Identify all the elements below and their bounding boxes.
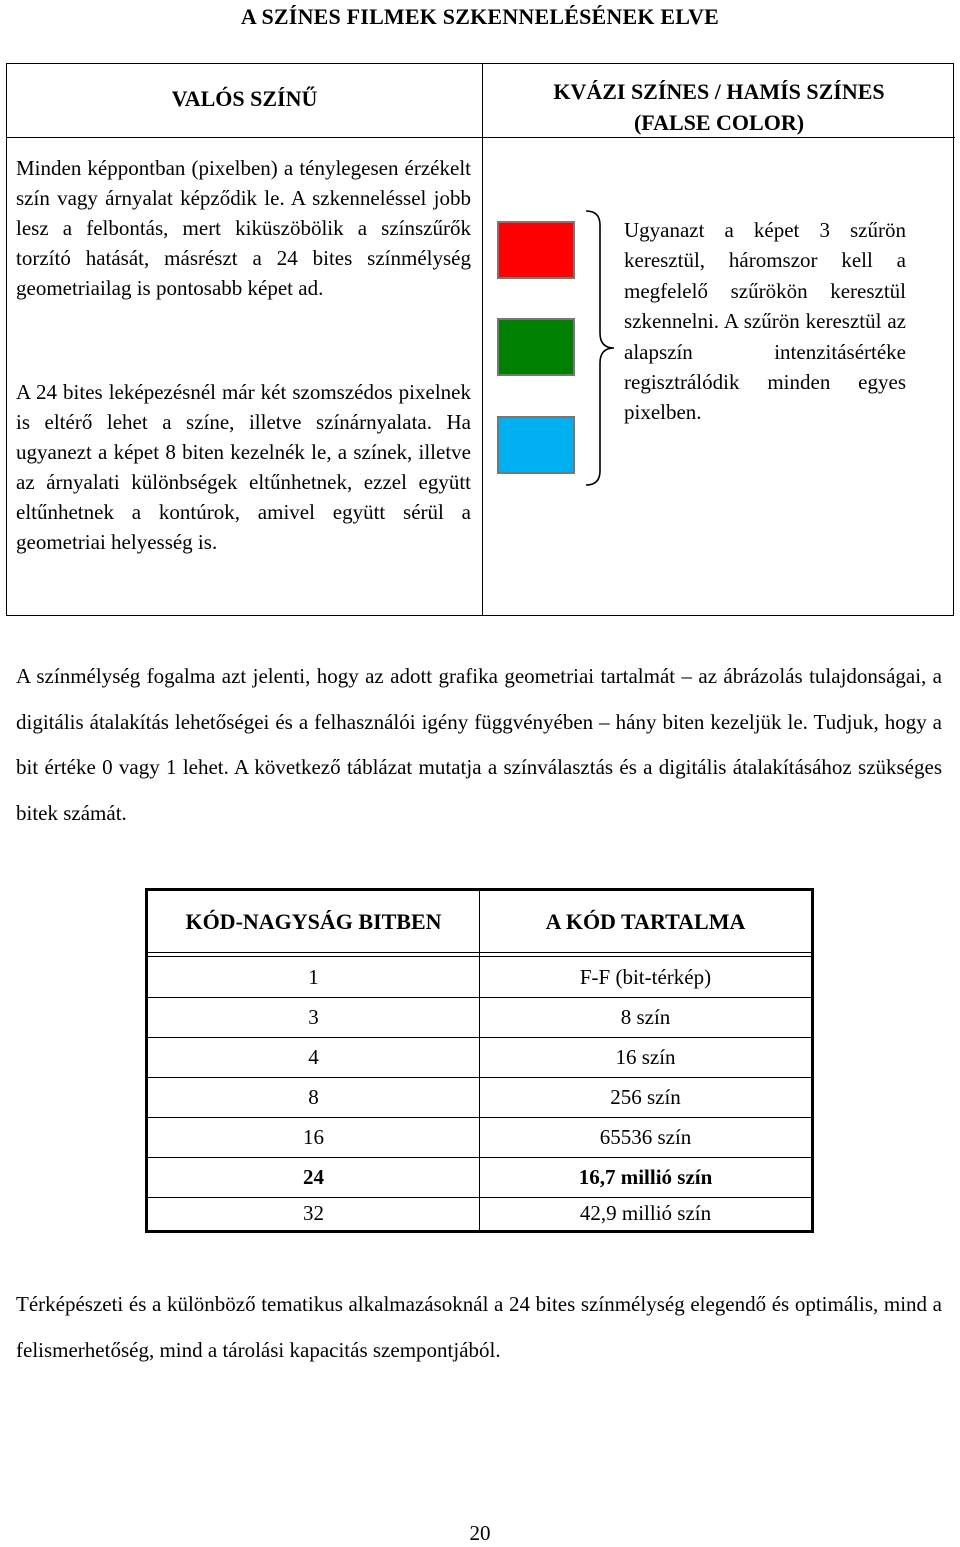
true-color-paragraph-2: A 24 bites leképezésnél már két szomszédos pixelnek is eltérő lehet a színe, illetve színárnyalata. Ha ugyanezt a képet 8 biten kezelnék le, a színek, illetve az árnyalati különbségek eltűnhetnek, ezzel együtt eltűnhetnek a kontúrok, amivel együtt sérül a geometriai helyesség is. — [16, 380, 471, 554]
header-divider-left — [7, 137, 482, 138]
table-cell-bits: 8 — [308, 1085, 319, 1109]
true-color-paragraph-1: Minden képpontban (pixelben) a ténylegesen érzékelt szín vagy árnyalat képződik le. A szkenneléssel jobb lesz a felbontás, mert kiküszöbölik a színszűrők torzító hatását, másrészt a 24 bites színmélység geometriailag is pontosabb képet ad. — [16, 156, 471, 300]
table-cell-bits: 16 — [303, 1125, 324, 1149]
blue-filter-swatch — [497, 416, 575, 474]
table-cell-content-highlighted: 16,7 millió szín — [578, 1165, 713, 1189]
table-header-bits: KÓD-NAGYSÁG BITBEN — [185, 909, 442, 934]
curly-brace-icon — [582, 209, 618, 487]
color-scanning-comparison-box — [6, 63, 954, 616]
table-cell-bits: 4 — [308, 1045, 319, 1069]
table-cell-content: 8 szín — [620, 1005, 671, 1029]
table-cell-content: 65536 szín — [599, 1125, 692, 1149]
green-filter-swatch — [497, 318, 575, 376]
table-cell-bits: 32 — [303, 1201, 324, 1225]
table-header-content: A KÓD TARTALMA — [545, 909, 746, 934]
false-color-paragraph: Ugyanazt a képet 3 szűrön keresztül, háromszor kell a megfelelő szűrökön keresztül szkennelni. A szűrön keresztül az alapszín intenzitásértéke regisztrálódik minden egyes pixelben. — [624, 218, 906, 425]
bit-depth-table — [145, 888, 814, 1233]
table-cell-content: 42,9 millió szín — [579, 1201, 712, 1225]
false-color-heading — [483, 76, 955, 138]
page-title: A SZÍNES FILMEK SZKENNELÉSÉNEK ELVE — [240, 4, 720, 29]
conclusion-paragraph: Térképészeti és a különböző tematikus alkalmazásoknál a 24 bites színmélység elegendő és optimális, mind a felismerhetőség, mind a tárolási kapacitás szempontjából. — [16, 1292, 942, 1362]
table-cell-bits-highlighted: 24 — [303, 1165, 324, 1189]
table-header-rule — [148, 952, 811, 953]
column-divider — [482, 64, 483, 615]
table-cell-content: F-F (bit-térkép) — [579, 965, 712, 989]
table-cell-content: 16 szín — [615, 1045, 676, 1069]
table-cell-bits: 1 — [308, 965, 319, 989]
color-depth-paragraph: A színmélység fogalma azt jelenti, hogy az adott grafika geometriai tartalmát – az ábrázolás tulajdonságai, a digitális átalakítás lehetőségei és a felhasználói igény függvényében – hány biten kezeljük le. Tudjuk, hogy a bit értéke 0 vagy 1 lehet. A következő táblázat mutatja a színválasztás és a digitális átalakításához szükséges bitek számát. — [16, 664, 942, 825]
true-color-heading: VALÓS SZÍNŰ — [171, 86, 318, 111]
table-cell-content: 256 szín — [610, 1085, 681, 1109]
false-color-heading-line1: KVÁZI SZÍNES / HAMÍS SZÍNES — [553, 79, 885, 104]
red-filter-swatch — [497, 221, 575, 279]
false-color-heading-line2: (FALSE COLOR) — [633, 110, 805, 135]
page-number: 20 — [469, 1521, 491, 1545]
table-cell-bits: 3 — [308, 1005, 319, 1029]
